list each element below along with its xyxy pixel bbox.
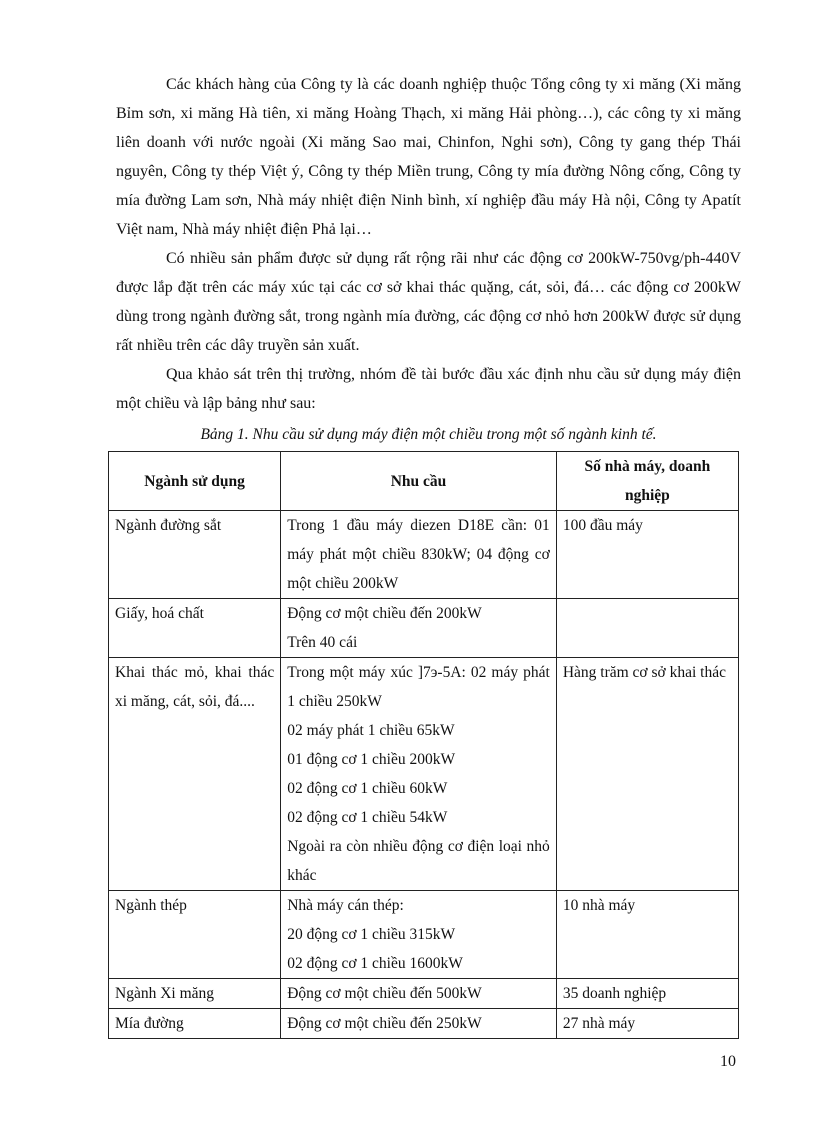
cell-demand (281, 511, 557, 599)
demand-line: Trên 40 cái (287, 634, 358, 651)
demand-line: 02 động cơ 1 chiều 60kW (287, 780, 448, 797)
demand-line: Nhà máy cán thép: (287, 897, 404, 914)
cell-demand (281, 979, 557, 1009)
cell-count: 35 doanh nghiệp (556, 979, 738, 1009)
demand-line: Động cơ một chiều đến 250kW (287, 1015, 482, 1032)
demand-line: 02 máy phát 1 chiều 65kW (287, 722, 455, 739)
demand-line: Động cơ một chiều đến 200kW (287, 605, 482, 622)
table-row (109, 1009, 739, 1039)
cell-demand (281, 658, 557, 891)
paragraph-products: Có nhiều sản phẩm được sử dụng rất rộng rãi như các động cơ 200kW-750vg/ph-440V được lắp đặt trên các máy xúc tại các cơ sở khai thác quặng, cát, sỏi, đá… các động cơ 200kW dùng trong ngành đường sắt, trong ngành mía đường, các động cơ nhỏ hơn 200kW được sử dụng rất nhiều trên các dây truyền sản xuất. (116, 250, 741, 354)
table-header-row (109, 452, 739, 511)
table-caption: Bảng 1. Nhu cầu sử dụng máy điện một chiều trong một số ngành kinh tế. (200, 426, 657, 443)
cell-sector: Mía đường (109, 1009, 281, 1039)
demand-table (108, 451, 739, 1039)
cell-sector: Ngành Xi măng (109, 979, 281, 1009)
table-row (109, 599, 739, 658)
demand-line: Trong 1 đầu máy diezen D18E cần: 01 máy phát một chiều 830kW; 04 động cơ một chiều 200kW (287, 517, 550, 592)
cell-sector: Ngành thép (109, 891, 281, 979)
table-row (109, 511, 739, 599)
table-row (109, 658, 739, 891)
demand-line: 02 động cơ 1 chiều 1600kW (287, 955, 463, 972)
cell-sector: Khai thác mỏ, khai thác xi măng, cát, sỏi, đá.... (109, 658, 281, 891)
demand-line: Trong một máy xúc ]7э-5A: 02 máy phát 1 chiều 250kW (287, 664, 550, 710)
cell-demand (281, 1009, 557, 1039)
table-row (109, 891, 739, 979)
demand-line: 02 động cơ 1 chiều 54kW (287, 809, 448, 826)
cell-sector: Giấy, hoá chất (109, 599, 281, 658)
cell-count: 27 nhà máy (556, 1009, 738, 1039)
paragraph-survey: Qua khảo sát trên thị trường, nhóm đề tài bước đầu xác định nhu cầu sử dụng máy điện một chiều và lập bảng như sau: (116, 366, 741, 412)
header-demand: Nhu cầu (281, 452, 557, 511)
demand-line: 20 động cơ 1 chiều 315kW (287, 926, 456, 943)
cell-count: 100 đầu máy (556, 511, 738, 599)
demand-line: 01 động cơ 1 chiều 200kW (287, 751, 456, 768)
paragraph-customers: Các khách hàng của Công ty là các doanh nghiệp thuộc Tổng công ty xi măng (Xi măng Bỉm sơn, xi măng Hà tiên, xi măng Hoàng Thạch, xi măng Hải phòng…), các công ty xi măng liên doanh với nước ngoài (Xi măng Sao mai, Chinfon, Nghi sơn), Công ty gang thép Thái nguyên, Công ty thép Việt ý, Công ty thép Miền trung, Công ty mía đường Nông cống, Công ty mía đường Lam sơn, Nhà máy nhiệt điện Ninh bình, xí nghiệp đầu máy Hà nội, Công ty Apatít Việt nam, Nhà máy nhiệt điện Phả lại… (116, 76, 741, 238)
cell-demand (281, 891, 557, 979)
demand-line: Ngoài ra còn nhiều động cơ điện loại nhỏ khác (287, 838, 550, 884)
cell-sector: Ngành đường sắt (109, 511, 281, 599)
cell-count: 10 nhà máy (556, 891, 738, 979)
demand-line: Động cơ một chiều đến 500kW (287, 985, 482, 1002)
document-body (116, 70, 741, 450)
header-sector: Ngành sử dụng (109, 452, 281, 511)
cell-count: Hàng trăm cơ sở khai thác (556, 658, 738, 891)
cell-count (556, 599, 738, 658)
cell-demand (281, 599, 557, 658)
table-row (109, 979, 739, 1009)
header-count: Số nhà máy, doanh nghiệp (556, 452, 738, 511)
page-number: 10 (720, 1053, 736, 1070)
